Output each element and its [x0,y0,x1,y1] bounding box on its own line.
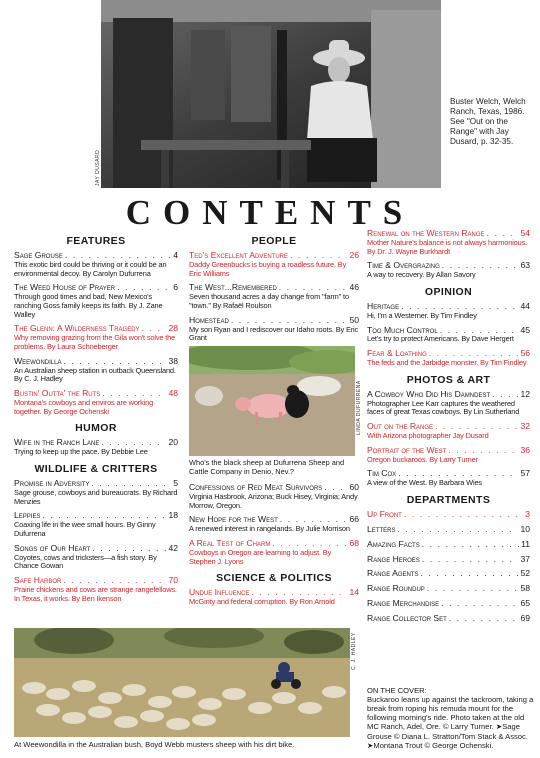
toc-entry[interactable] [189,316,359,343]
toc-entry-description: Why removing grazing from the Gila won't solve the problems. By Laura Schneberger [14,333,176,352]
toc-entry-page: 4 [173,250,178,260]
section-heading: SCIENCE & POLITICS [216,572,332,585]
toc-entry[interactable] [367,614,530,624]
bottom-photo-caption: At Weewondilla in the Australian bush, Boyd Webb musters sheep with his dirt bike. [14,740,295,749]
toc-entry-description: Daddy Greenbucks is buying a roadless future. By Eric Williams [189,259,347,278]
toc-entry[interactable] [189,251,359,278]
toc-entry-description: Through good times and bad, New Mexico's ranching Goss family keeps its faith. By J. Zane Walley [14,292,163,319]
toc-entry[interactable] [367,261,530,280]
top-photo-credit: JAY DUSARD [95,149,101,186]
toc-entry-page: 68 [349,537,359,548]
toc-entry[interactable] [367,302,530,321]
toc-entry-title: Renewal on the Western Range [367,228,485,238]
toc-entry-title: Undue Influence [189,587,250,598]
toc-entry-title: Range Merchandise [367,598,440,609]
toc-entry-title: Ted's Excellent Adventure [189,250,289,260]
toc-entry-title: Leppies [14,510,41,521]
toc-entry-title: Heritage [367,300,400,311]
cover-heading: ON THE COVER: [367,686,427,695]
toc-entry-page: 54 [520,228,530,238]
toc-entry-page: 70 [168,575,178,586]
toc-entry[interactable] [367,422,530,441]
column-left [14,229,178,608]
toc-entry[interactable] [189,588,359,607]
toc-entry-title: Out on the Range [367,421,434,432]
toc-entry-page: 45 [520,324,530,335]
toc-entry-title: Range Roundup [367,583,425,594]
toc-entry[interactable] [14,511,178,538]
toc-entry-title: Range Collector Set [367,613,447,624]
dot-leader [422,540,519,550]
toc-entry[interactable] [14,576,178,603]
toc-entry-page: 14 [349,587,359,598]
toc-entry[interactable] [14,544,178,571]
toc-entry-page: 52 [520,568,530,579]
toc-entry-page: 32 [520,421,530,432]
toc-entry-page: 20 [168,437,178,448]
toc-entry-page: 26 [349,250,359,260]
toc-entry-page: 36 [520,444,530,455]
toc-entry-description: McGinty and federal corruption. By Ron Arnold [189,597,335,607]
section-heading: DEPARTMENTS [406,493,491,506]
toc-entry[interactable] [14,357,178,384]
toc-entry-description: Seven thousand acres a day change from "farm" to "town." By Rafaël Roulson [189,292,349,310]
toc-entry-page: 50 [349,314,359,325]
dot-leader [404,510,523,520]
toc-entry-title: Promise in Adversity [14,478,90,489]
section-heading: WILDLIFE & CRITTERS [34,463,158,476]
toc-entry-page: 65 [520,598,530,609]
toc-entry-title: Songs of Our Heart [14,542,91,553]
toc-entry-description: The feds and the Jarbidge monster. By Tim Findley [367,358,527,368]
toc-entry-title: Up Front [367,508,402,519]
toc-entry-row [367,584,530,594]
toc-entry-title: Too Much Control [367,324,438,335]
toc-entry[interactable] [367,599,530,609]
toc-entry-description: Coaxing life in the wee small hours. By Ginny Dufurrena [14,520,156,539]
toc-entry-description: Prairie chickens and cows are strange rangefellows. In Texas, it works. By Ben Ikenson [14,584,177,603]
toc-entry[interactable] [14,283,178,319]
toc-entry-title: Letters [367,523,396,534]
toc-entry-description: Sage grouse, cowboys and bureaucrats. By Richard Menzies [14,487,178,506]
toc-entry[interactable] [367,525,530,535]
middle-photo-credit: LINDA DUFURRENA [356,380,362,435]
toc-entry-page: 37 [520,553,530,564]
masthead: CONTENTS [125,193,415,232]
bottom-photo-credit: C. J. HADLEY [351,632,357,670]
toc-entry-row [367,599,530,609]
toc-entry-page: 57 [520,468,530,479]
toc-entry[interactable] [189,515,359,534]
toc-entry-description: Photographer Lee Karr captures the weathered faces of great Texas cowboys. By Lin Sutherland [367,398,520,417]
toc-entry-page: 38 [168,355,178,366]
toc-entry-page: 58 [520,583,530,594]
toc-entry-description: Virginia Hasbrook, Arizona; Buck Hisey, Virginia; Andy Morrow, Oregon. [189,491,358,510]
toc-entry[interactable] [14,324,178,351]
toc-entry-description: Coyotes, cows and tricksters—a fish story. By Chance Gowan [14,552,157,571]
toc-entry-description: Oregon buckaroos. By Larry Turner [367,454,478,464]
toc-entry-title: Range Agents [367,568,419,579]
toc-entry[interactable] [367,446,530,465]
toc-entry-description: This exotic bird could be thriving or it could be an environmental decoy. By Carolyn Dufurrena [14,259,167,278]
column-middle-top [189,229,359,348]
dot-leader [422,555,519,565]
bottom-photo [14,628,350,737]
toc-entry-description: Mother Nature's balance is not always harmonious. By Dr. J. Wayne Burkhardt [367,237,528,256]
toc-entry[interactable] [367,555,530,565]
toc-entry-title: Wife in the Ranch Lane [14,437,100,448]
toc-entry-description: With Arizona photographer Jay Dusard [367,431,489,440]
toc-entry-page: 44 [520,300,530,311]
toc-entry[interactable] [367,540,530,550]
toc-entry-page: 42 [168,542,178,553]
toc-entry-description: A renewed interest in rangelands. By Julie Morrison [189,524,350,534]
toc-entry-title: Weewondilla [14,355,62,366]
cover-note [367,686,537,750]
cover-text: Buckaroo leans up against the tackroom, taking a break from roping his remuda mount for the following morning's ride. Photo taken at the old MC Ranch, Adel, Ore. © Larry Turner. ➤Sage Grouse © Diana L. Stratton/Tom Stack & Assoc. ➤Montana Trout © George Ochenski. [367,695,534,750]
toc-entry-title: Time & Overgrazing [367,260,440,271]
toc-entry-title: The Weed House of Prayer [14,282,116,293]
dot-leader [397,525,518,535]
toc-entry-title: The Glenn: A Wilderness Tragedy [14,323,140,334]
dot-leader [421,569,519,579]
toc-entry-title: Bustin' Outta' the Ruts [14,388,101,399]
toc-entry-description: A way to recovery. By Allan Savory [367,270,476,280]
section-heading: PEOPLE [251,235,297,247]
toc-entry-page: 56 [520,348,530,359]
toc-entry-page: 63 [520,260,530,271]
toc-entry[interactable] [367,584,530,594]
section-heading: OPINION [424,285,473,298]
column-right [367,229,530,629]
toc-entry-page: 12 [520,388,530,399]
section-heading: HUMOR [75,422,117,435]
top-photo-caption: Buster Welch, Welch Ranch, Texas, 1986. See "Out on the Range" with Jay Dusard, p. 32-35. [450,97,526,146]
toc-entry-row [367,540,530,550]
toc-entry[interactable] [367,349,530,368]
toc-entry-title: Amazing Facts [367,538,420,549]
dot-leader [427,584,519,594]
section-heading: PHOTOS & ART [406,373,491,386]
toc-entry-title: New Hope for the West [189,514,278,525]
toc-entry-row [367,510,530,520]
toc-entry-description: Trying to keep up the pace. By Debbie Lee [14,447,148,457]
toc-entry-description: An Australian sheep station in outback Queensland. By C. J. Hadley [14,365,176,384]
toc-entry[interactable] [189,483,359,510]
toc-entry-title: A Real Test of Charm [189,537,271,548]
toc-entry-page: 18 [168,510,178,521]
toc-entry-page: 66 [349,514,359,525]
toc-entry-description: My son Ryan and I rediscover our Idaho roots. By Eric Grant [189,324,359,343]
toc-entry-title: Confessions of Red Meat Survivors [189,482,323,492]
dot-leader [441,599,518,609]
toc-entry[interactable] [367,229,530,256]
section-heading: FEATURES [66,235,126,247]
middle-photo-caption: Who's the black sheep at Dufurrena Sheep and Cattle Company in Denio, Nev.? [189,458,345,476]
toc-entry-description: A view of the West. By Barbara Wies [367,478,482,488]
toc-entry[interactable] [367,326,530,345]
toc-entry-page: 69 [520,613,530,624]
toc-entry-page: 6 [173,282,178,293]
toc-entry-title: The West...Remembered [189,282,277,293]
toc-entry-description: Hi, I'm a Westerner. By Tim Findley [367,310,477,320]
toc-entry[interactable] [14,251,178,278]
toc-entry[interactable] [367,390,530,417]
toc-entry-row [367,525,530,535]
toc-entry-row [367,555,530,565]
toc-entry[interactable] [14,479,178,506]
toc-entry-page: 60 [349,482,359,492]
toc-entry-title: Sage Grouse [14,250,63,260]
toc-entry[interactable] [367,569,530,579]
middle-photo [189,346,355,456]
toc-entry[interactable] [14,389,178,416]
toc-entry-page: 3 [525,508,530,519]
toc-entry[interactable] [367,469,530,488]
toc-entry-description: Cowboys in Oregon are learning to adjust. By Stephen J. Lyons [189,547,332,566]
toc-entry-description: Montana's cowboys and enviros are working together. By George Ochenski [14,397,154,416]
toc-entry[interactable] [367,510,530,520]
toc-entry-description: Let's try to protect Americans. By Dave Hergert [367,334,514,344]
toc-entry-page: 46 [349,282,359,293]
dot-leader [449,614,519,624]
toc-entry-title: Fear & Loathing [367,348,427,359]
toc-entry[interactable] [14,438,178,457]
toc-entry-title: A Cowboy Who Did His Damndest [367,388,491,399]
toc-entry-page: 11 [521,538,530,549]
toc-entry-title: Portrait of the West [367,444,447,455]
toc-entry[interactable] [189,539,359,566]
toc-entry[interactable] [189,283,359,310]
toc-entry-page: 10 [520,523,530,534]
column-middle-bottom [189,483,359,612]
top-photo [101,0,441,188]
toc-entry-row [367,569,530,579]
toc-entry-title: Safe Harbor [14,575,62,586]
toc-entry-page: 28 [168,323,178,334]
toc-entry-title: Homestead [189,314,229,325]
toc-entry-page: 48 [168,388,178,399]
toc-entry-title: Range Heroes [367,553,420,564]
toc-entry-page: 5 [173,478,178,489]
toc-entry-row [367,614,530,624]
toc-entry-title: Tim Cox [367,468,397,479]
